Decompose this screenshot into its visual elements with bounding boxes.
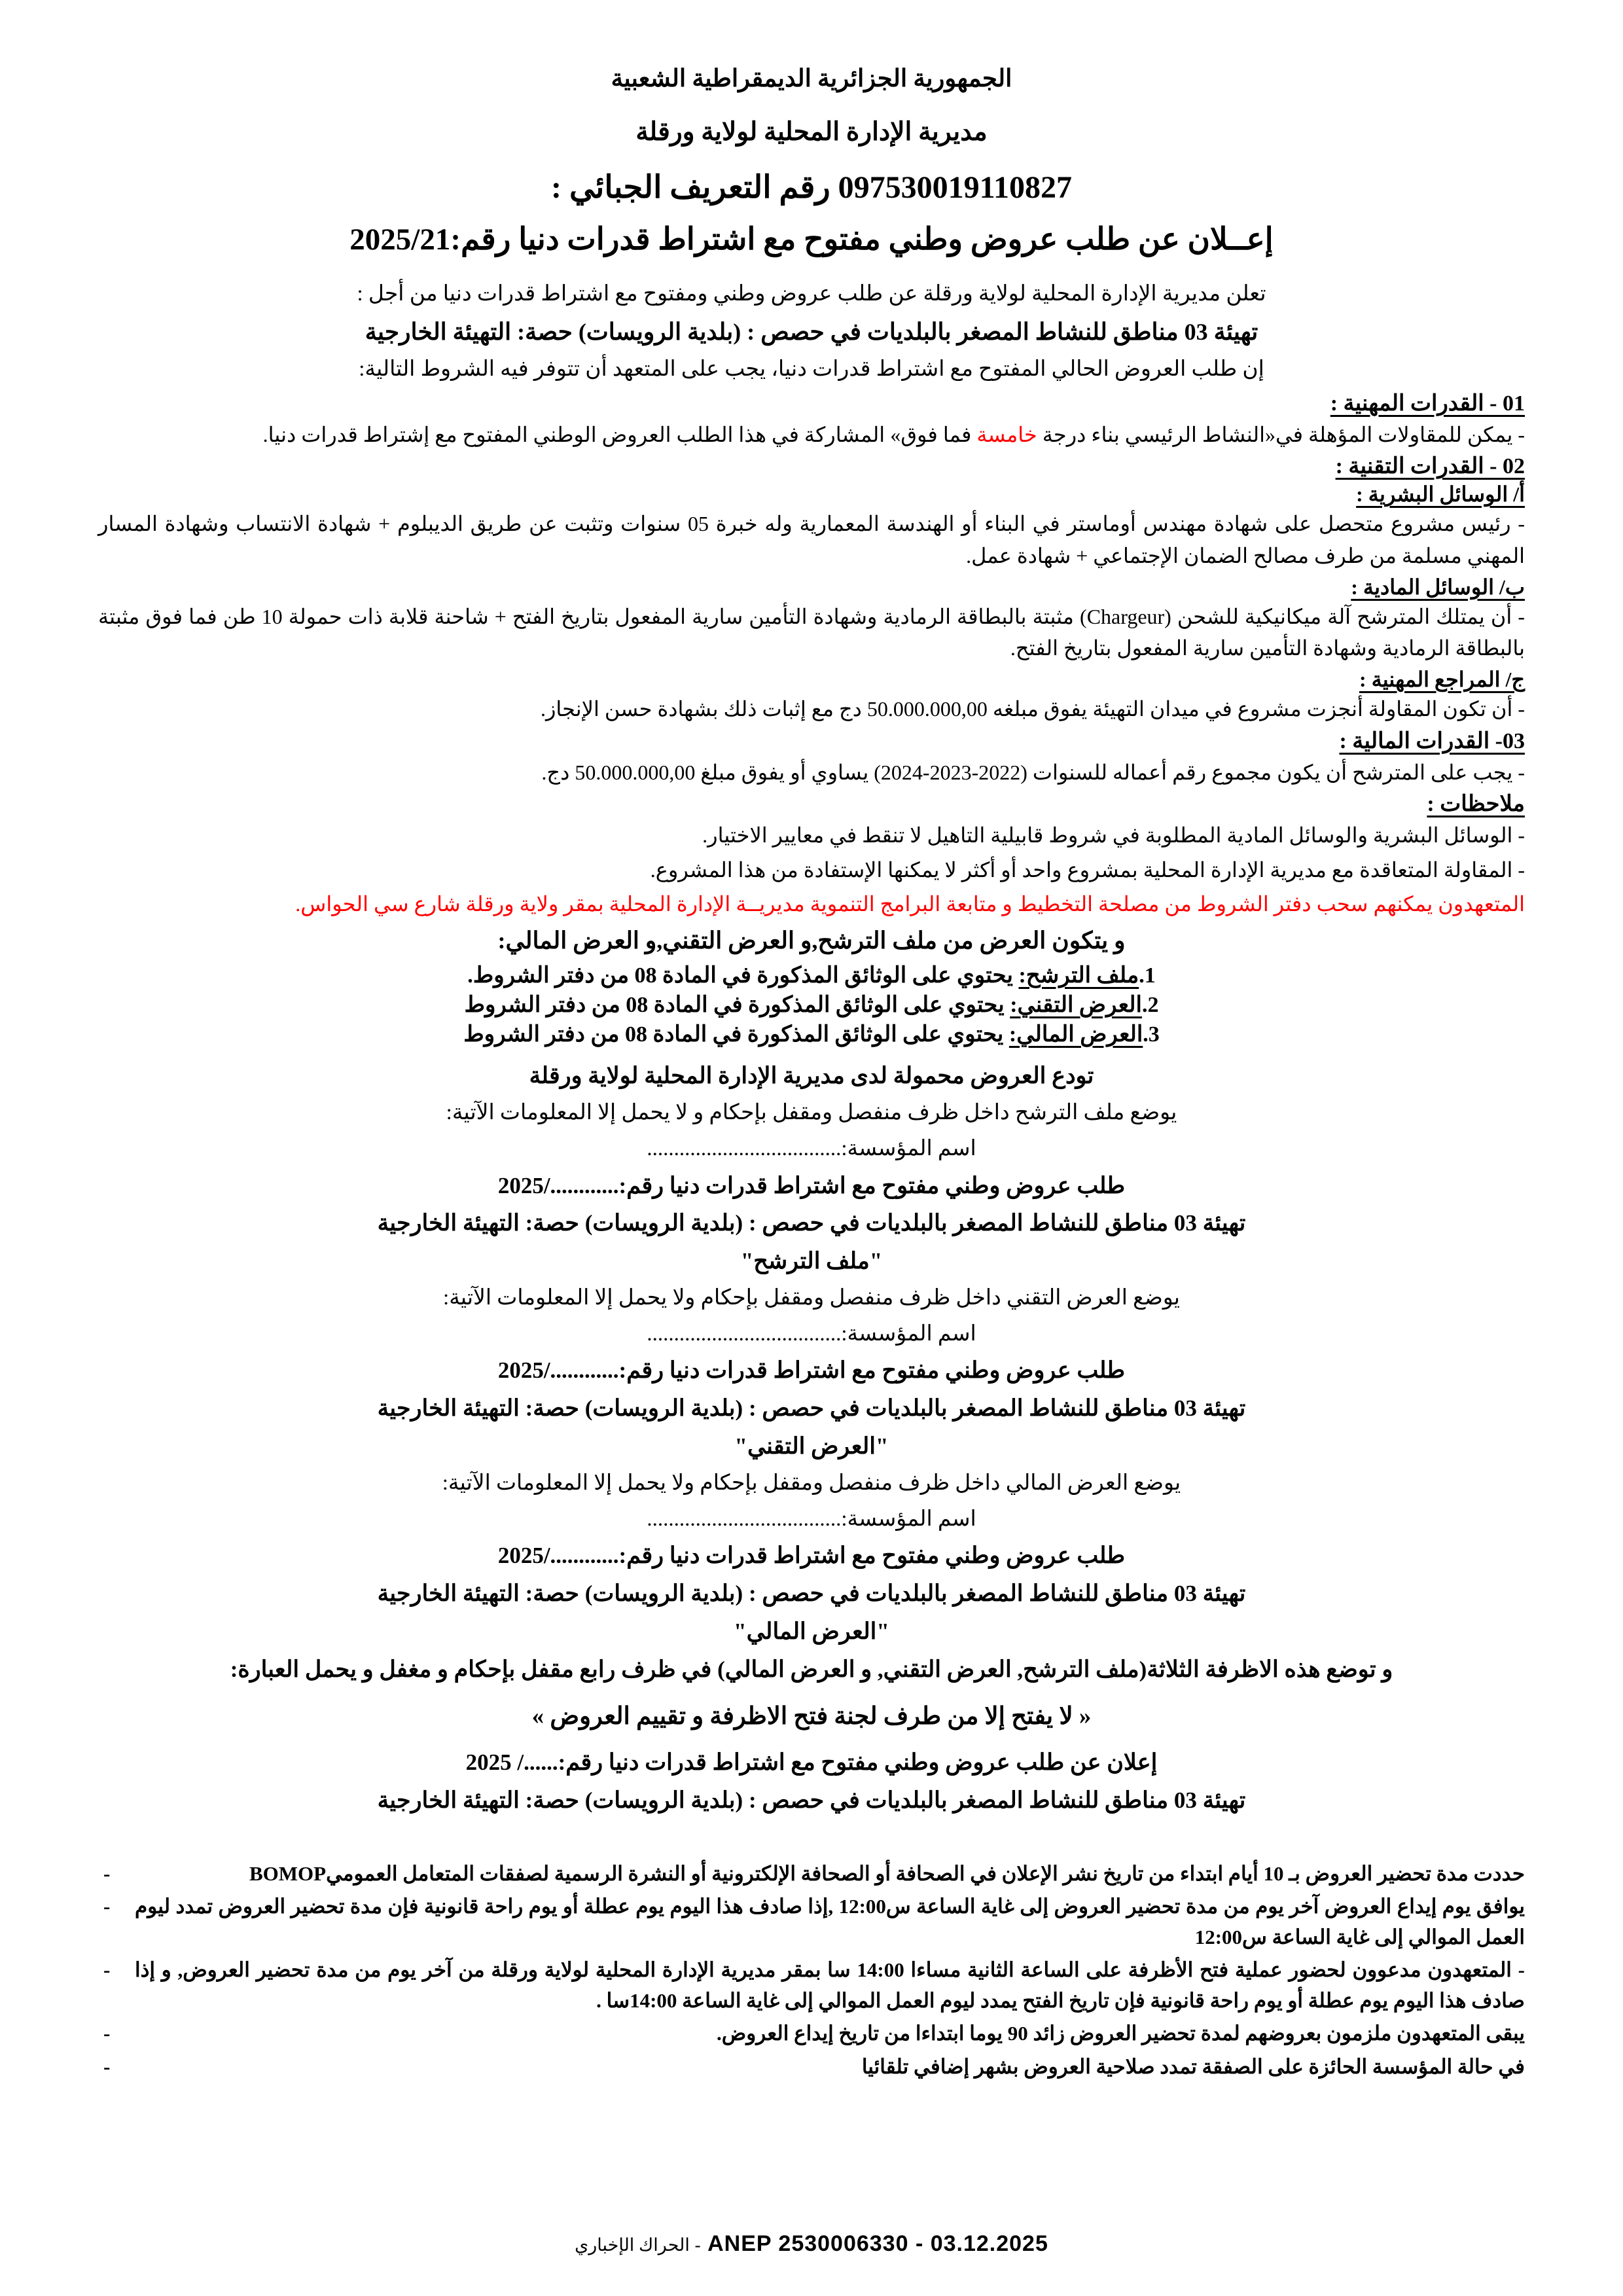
envelope-2-org-dots: ....................................	[647, 1321, 842, 1346]
deadlines-list	[98, 1859, 1525, 2083]
envelope-1-project: تهيئة 03 مناطق للنشاط المصغر بالبلديات في حصص : (بلدية الرويسات) حصة: التهيئة الخارجية	[377, 1210, 1246, 1236]
section-professional-heading: 01 - القدرات المهنية :	[1330, 391, 1525, 416]
offer-item-text-1: يحتوي على الوثائق المذكورة في المادة 08 من دفتر الشروط.	[467, 963, 1019, 988]
subsection-material-resources-heading: ب/ الوسائل المادية :	[1351, 575, 1525, 599]
envelope-2-name: "العرض التقني"	[734, 1433, 889, 1459]
outer-envelope-reference: إعلان عن طلب عروض وطني مفتوح مع اشتراط قدرات دنيا رقم:....../ 2025	[465, 1749, 1158, 1776]
subsection-references-heading: ج/ المراجع المهنية :	[1359, 667, 1525, 691]
envelope-2-project: تهيئة 03 مناطق للنشاط المصغر بالبلديات في حصص : (بلدية الرويسات) حصة: التهيئة الخارجية	[377, 1395, 1246, 1422]
deadline-extension: في حالة المؤسسة الحائزة على الصفقة تمدد صلاحية العروض بشهر إضافي تلقائيا -	[98, 2052, 1525, 2083]
fiscal-id-line	[98, 167, 1525, 209]
offer-item-label-3: العرض المالي:	[1008, 1022, 1143, 1047]
offer-item-number-1: 1.	[1139, 963, 1156, 988]
intro-line-2: إن طلب العروض الحالي المفتوح مع اشتراط قدرات دنيا، يجب على المتعهد أن تتوفر فيه الشروط التالية:	[359, 357, 1264, 382]
spacer	[98, 1050, 1525, 1060]
section-financial-heading: 03- القدرات المالية :	[1339, 728, 1525, 753]
intro-line-1: تعلن مديرية الإدارة المحلية لولاية ورقلة عن طلب عروض وطني ومفتوح مع اشتراط قدرات دنيا من أجل :	[357, 281, 1266, 306]
envelope-1-name: "ملف الترشح"	[740, 1248, 883, 1274]
references-body: - أن تكون المقاولة أنجزت مشروع في ميدان التهيئة يفوق مبلغه 50.000.000,00 دج مع إثبات ذلك بشهادة حسن الإنجاز.	[540, 696, 1525, 721]
offer-item-technical	[98, 992, 1525, 1018]
human-resources-body: - رئيس مشروع متحصل على شهادة مهندس أوماستر في البناء أو الهندسة المعمارية وله خبرة 05 سنوات وتثبت عن طريق الديبلوم + شهادة الانتساب وشهادة المسار المهني مسلمة من طرف مصالح الضمان الإجتماعي + شهادة عمل.	[98, 512, 1525, 568]
footer-source: - الحراك الإخباري	[575, 2235, 702, 2255]
envelope-2-reference: طلب عروض وطني مفتوح مع اشتراط قدرات دنيا رقم:............/2025	[497, 1357, 1126, 1384]
offer-item-label-1: ملف الترشح:	[1018, 963, 1139, 988]
offer-item-label-2: العرض التقني:	[1010, 993, 1142, 1018]
page-title: إعــلان عن طلب عروض وطني مفتوح مع اشتراط قدرات دنيا رقم:2025/21	[349, 223, 1274, 257]
outer-envelope-instruction: و توضع هذه الاظرفة الثلاثة(ملف الترشح, العرض التقني, و العرض المالي) في ظرف رابع مقفل بإحكام و مغفل و يحمل العبارة:	[230, 1656, 1393, 1682]
deadline-opening: - المتعهدون مدعوون لحضور عملية فتح الأظرفة على الساعة الثانية مساءا 14:00 سا بمقر مديرية الإدارة المحلية لولاية ورقلة من آخر يوم من مدة تحضير العروض, و إذا صادف هذا اليوم يوم عطلة أو يوم راحة قانونية فإن تاريخ الفتح يمدد ليوم العمل الموالي إلى غاية الساعة 14:00سا . -	[98, 1955, 1525, 2016]
note-3-withdrawal-info: المتعهدون يمكنهم سحب دفتر الشروط من مصلحة التخطيط و متابعة البرامج التنموية مديريــة الإدارة المحلية بمقر ولاية ورقلة شارع سي الحواس.	[295, 892, 1525, 916]
financial-body: - يجب على المترشح أن يكون مجموع رقم أعماله للسنوات (2022-2023-2024) يساوي أو يفوق مبلغ 50.000.000,00 دج.	[541, 760, 1525, 784]
professional-grade-highlight: خامسة	[976, 422, 1037, 446]
outer-envelope-project: تهيئة 03 مناطق للنشاط المصغر بالبلديات في حصص : (بلدية الرويسات) حصة: التهيئة الخارجية	[377, 1787, 1246, 1814]
republic-heading: الجمهورية الجزائرية الديمقراطية الشعبية	[611, 65, 1012, 92]
envelope-3-org-label: اسم المؤسسة:....................................	[647, 1507, 976, 1531]
envelope-1-instruction: يوضع ملف الترشح داخل ظرف منفصل ومقفل بإحكام و لا يحمل إلا المعلومات الآتية:	[446, 1100, 1177, 1124]
envelope-3-org-dots: ....................................	[647, 1507, 842, 1531]
fiscal-id-value: 097530019110827	[838, 170, 1072, 205]
envelope-3-project: تهيئة 03 مناطق للنشاط المصغر بالبلديات في حصص : (بلدية الرويسات) حصة: التهيئة الخارجية	[377, 1581, 1246, 1607]
professional-text-before: - يمكن للمقاولات المؤهلة في«النشاط الرئيسي بناء درجة	[1037, 422, 1525, 446]
footer	[0, 2231, 1623, 2257]
subsection-human-resources-heading: أ/ الوسائل البشرية :	[1356, 482, 1525, 507]
offer-item-text-2: يحتوي على الوثائق المذكورة في المادة 08 من دفتر الشروط	[464, 993, 1010, 1018]
offer-item-financial	[98, 1021, 1525, 1047]
offer-item-text-3: يحتوي على الوثائق المذكورة في المادة 08 من دفتر الشروط	[463, 1022, 1009, 1047]
note-2: - المقاولة المتعاقدة مع مديرية الإدارة المحلية بمشروع واحد أو أكثر لا يمكنها الإستفادة من هذا المشروع.	[650, 857, 1525, 882]
envelope-3-reference: طلب عروض وطني مفتوح مع اشتراط قدرات دنيا رقم:............/2025	[497, 1543, 1126, 1569]
directorate-heading: مديرية الإدارة المحلية لولاية ورقلة	[635, 117, 988, 146]
offer-composition-intro: و يتكون العرض من ملف الترشح,و العرض التقني,و العرض المالي:	[497, 927, 1126, 954]
deadline-submission: يوافق يوم إيداع العروض آخر يوم من مدة تحضير العروض إلى غاية الساعة س12:00 ,إذا صادف هذا اليوم يوم عطلة أو يوم راحة قانونية فإن مدة تحضير العروض تمدد ليوم العمل الموالي إلى غاية الساعة س12:00 -	[98, 1892, 1525, 1952]
spacer	[98, 1822, 1525, 1859]
envelope-1-reference: طلب عروض وطني مفتوح مع اشتراط قدرات دنيا رقم:............/2025	[497, 1172, 1126, 1198]
offer-item-number-3: 3.	[1143, 1022, 1160, 1047]
deadline-preparation: حددت مدة تحضير العروض بـ 10 أيام ابتداء من تاريخ نشر الإعلان في الصحافة أو الصحافة الإلكترونية أو النشرة الرسمية لصفقات المتعامل العموميBOMOP -	[98, 1859, 1525, 1890]
envelope-3-instruction: يوضع العرض المالي داخل ظرف منفصل ومقفل بإحكام ولا يحمل إلا المعلومات الآتية:	[442, 1471, 1181, 1495]
deadline-validity: يبقى المتعهدون ملزمون بعروضهم لمدة تحضير العروض زائد 90 يوما ابتداءا من تاريخ إيداع العروض. -	[98, 2018, 1525, 2049]
anep-reference: ANEP 2530006330 - 03.12.2025	[707, 2231, 1048, 2256]
material-resources-body: - أن يمتلك المترشح آلة ميكانيكية للشحن (Chargeur) مثبتة بالبطاقة الرمادية وشهادة التأمين سارية المفعول بتاريخ الفتح + شاحنة قلابة ذات حمولة 10 طن فما فوق مثبتة بالبطاقة الرمادية وشهادة التأمين سارية المفعول بتاريخ الفتح.	[98, 604, 1525, 660]
offer-item-candidature	[98, 962, 1525, 988]
professional-text-after: فما فوق» المشاركة في هذا الطلب العروض الوطني المفتوح مع إشتراط قدرات دنيا.	[262, 422, 977, 446]
envelope-1-org-label: اسم المؤسسة:....................................	[647, 1136, 976, 1160]
section-technical-heading: 02 - القدرات التقنية :	[1335, 454, 1525, 479]
section-notes-heading: ملاحظات :	[1427, 792, 1525, 817]
fiscal-id-label: رقم التعريف الجبائي :	[551, 170, 830, 205]
offer-item-number-2: 2.	[1141, 993, 1159, 1018]
intro-project: تهيئة 03 مناطق للنشاط المصغر بالبلديات في حصص : (بلدية الرويسات) حصة: التهيئة الخارجية	[365, 319, 1258, 346]
envelope-2-instruction: يوضع العرض التقني داخل ظرف منفصل ومقفل بإحكام ولا يحمل إلا المعلومات الآتية:	[443, 1285, 1180, 1310]
outer-envelope-phrase: « لا يفتح إلا من طرف لجنة فتح الاظرفة و تقييم العروض »	[531, 1703, 1092, 1731]
deposit-line: تودع العروض محمولة لدى مديرية الإدارة المحلية لولاية ورقلة	[529, 1063, 1094, 1089]
note-1: - الوسائل البشرية والوسائل المادية المطلوبة في شروط قابيلية التاهيل لا تنقط في معايير الاختيار.	[702, 823, 1525, 848]
envelope-1-org-dots: ....................................	[647, 1136, 842, 1160]
envelope-2-org-label: اسم المؤسسة:....................................	[647, 1321, 976, 1346]
envelope-3-name: "العرض المالي"	[734, 1618, 889, 1644]
section-professional-body	[98, 419, 1525, 451]
